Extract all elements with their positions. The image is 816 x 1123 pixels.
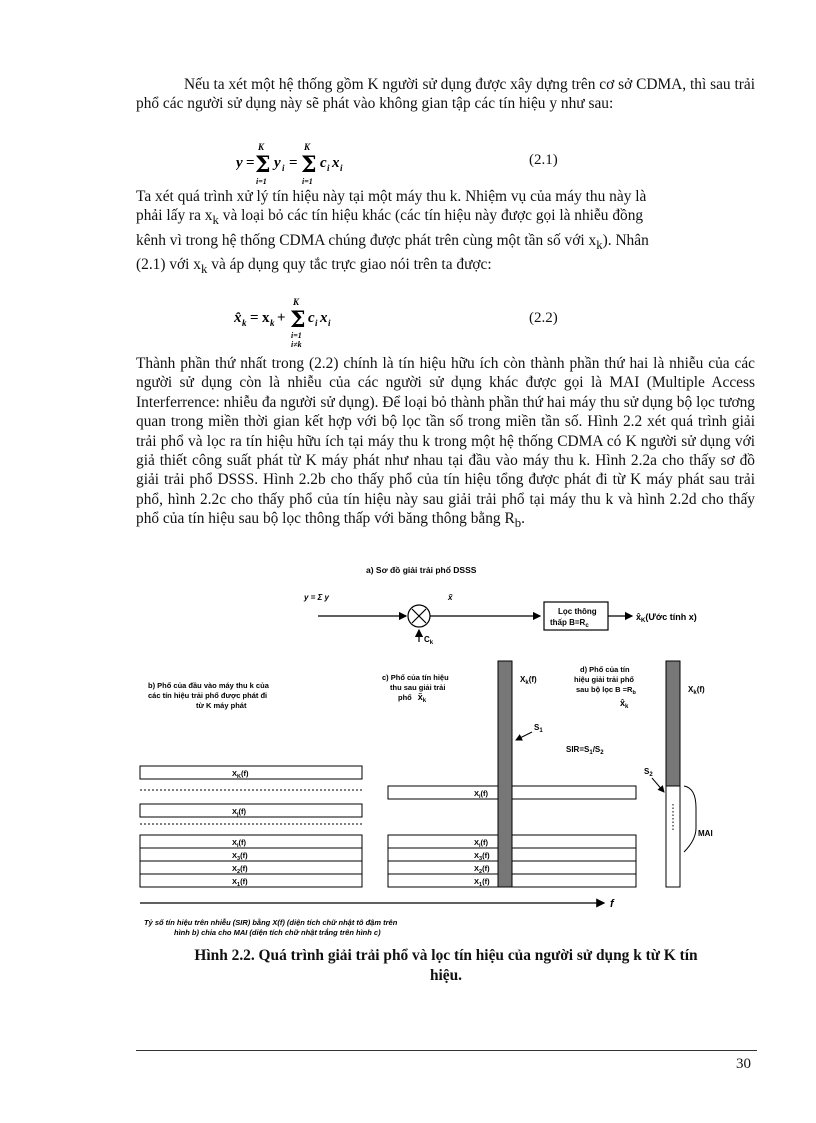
eq1-lower: i=1 — [256, 177, 267, 186]
svg-text:X2(f): $X_2(f)$ — [232, 864, 248, 875]
svg-text:X3(f): $X_3(f)$ — [474, 851, 490, 862]
equation-2-1 — [236, 140, 376, 188]
svg-text:K: K — [304, 142, 311, 152]
svg-text:X1(f): $X_1(f)$ — [474, 877, 490, 888]
svg-text:i=1: i=1 — [302, 177, 313, 186]
svg-text:Xi(f): $X_i(f)$ — [474, 789, 489, 800]
svg-text:i: i — [327, 163, 330, 173]
svg-text:d) Phổ của tín: d) Phổ của tín — [580, 665, 630, 674]
svg-text:x̂k: $x̂_k$ — [620, 698, 629, 710]
caption-line-2: hiệu. — [429, 967, 463, 984]
fig-mai: MAI — [698, 829, 713, 838]
spectrum-c — [388, 661, 636, 888]
fig-note-1: Tỷ số tín hiệu trên nhiễu (SIR) bằng X(f) (diện tích chữ nhật tô đậm trên — [144, 918, 398, 927]
svg-text:c) Phổ của tín hiệu: c) Phổ của tín hiệu — [382, 673, 449, 682]
svg-text:Xi(f): $X_i(f)$ — [232, 838, 247, 849]
paragraph-3-text: Thành phần thứ nhất trong (2.2) chính là tín hiệu hữu ích còn thành phần thứ hai là nhiễu của các người sử dụng còn là nhiễu của các người sử dụng khác được gọi là MAI (Multiple Access Interferrence: nhiễu đa người sử dụng). Để loại bỏ thành phần thứ hai máy thu sử dụng bộ lọc tương quan trong miền thời gian kết hợp với bộ lọc tần số trong miền tần số. Hình 2.2 xét quá trình giải trải phổ và lọc ra tín hiệu hữu ích tại máy thu k trong một hệ thống CDMA có K người sử dụng với giả thiết công suất phát từ K máy phát như nhau tại đầu vào máy thu k. Hình 2.2a cho thấy sơ đồ giải trải phổ DSSS. Hình 2.2b cho thấy phổ của tín hiệu tổng được phát đi từ K máy phát sau trải phổ, hình 2.2c cho thấy phổ của tín hiệu này sau giải trải phổ tại máy thu k và hình 2.2d cho thấy phổ của tín hiệu sau bộ lọc thông thấp với băng thông bằng R — [136, 355, 755, 528]
svg-text:b) Phổ của đầu vào máy thu k c: b) Phổ của đầu vào máy thu k của — [148, 681, 269, 690]
svg-text:i: i — [328, 318, 331, 328]
svg-text:x: x — [332, 155, 340, 171]
paragraph-2: Ta xét quá trình xử lý tín hiệu này tại một máy thu k. Nhiệm vụ của máy thu này là phải lấy ra $x_k$ và loại bỏ các tín hiệu khác (các tín hiệu này được gọi là nhiễu đồng kênh vì trong hệ thống CDMA chúng được phát trên cùng một tần số với $x_k$). Nhân (2.1) với $x_k$ và áp dụng quy tắc trực giao nói trên ta được: — [136, 187, 755, 280]
equation-2-2 — [234, 296, 374, 350]
fig-y-eq: y = Σ y — [304, 593, 329, 602]
fig-note-2: hình b) chia cho MAI (diện tích chữ nhật trắng trên hình c) — [174, 928, 381, 937]
figure-2-2-graphic — [136, 560, 755, 950]
svg-text:phổx̃k: phổ $x̃_k$ — [398, 692, 427, 704]
page-number: 30 — [736, 1056, 751, 1072]
paragraph-1: Nếu ta xét một hệ thống gồm K người sử dụng được xây dựng trên cơ sở CDMA, thì sau trải phổ các người sử dụng này sẽ phát vào không gian tập các tín hiệu y như sau: — [136, 76, 755, 113]
svg-text:Σ: Σ — [255, 152, 271, 178]
footer-rule — [136, 1050, 757, 1051]
svg-text:X3(f): $X_3(f)$ — [232, 851, 248, 862]
svg-text:sau bộ lọc B =Rb: sau bộ lọc $B =R_b$ — [576, 685, 636, 696]
fig-sir: $SIR=S_1/S_2$ — [566, 745, 604, 756]
svg-text:i≠k: i≠k — [291, 340, 302, 349]
svg-text:thấp B=Rc: thấp $B=R_c$ — [550, 618, 589, 629]
equation-2-1-number: (2.1) — [529, 152, 558, 168]
svg-text:Xj(f): $X_j(f)$ — [232, 807, 247, 818]
svg-text:=: = — [250, 310, 259, 326]
svg-text:i: i — [315, 318, 318, 328]
figure-caption — [140, 946, 752, 986]
svg-text:K: K — [293, 297, 300, 307]
svg-text:i=1: i=1 — [291, 331, 302, 340]
svg-text:X2(f): $X_2(f)$ — [474, 864, 490, 875]
svg-text:Σ: Σ — [290, 307, 306, 333]
svg-text:=: = — [289, 155, 298, 171]
svg-text:hiệu giải trải phổ: hiệu giải trải phổ — [574, 675, 635, 684]
eq1-lhs: y — [236, 155, 243, 171]
svg-text:Xk(f): $X_k(f)$ — [688, 685, 705, 696]
svg-text:f: f — [610, 898, 614, 910]
svg-text:k: k — [242, 318, 247, 328]
svg-text:x̂: x̂ — [234, 310, 242, 326]
svg-text:Σ: Σ — [301, 152, 317, 178]
equation-2-2-graphic — [234, 296, 374, 350]
eq1-sum1: y — [274, 155, 281, 171]
fig-s1: $S_1$ — [534, 723, 543, 734]
figure-2-2 — [136, 560, 755, 950]
fig-s2: $S_2$ — [644, 767, 653, 778]
paragraph-3: Thành phần thứ nhất trong (2.2) chính là tín hiệu hữu ích còn thành phần thứ hai là nhiễu của các người sử dụng còn là nhiễu của các người sử dụng khác được gọi là MAI (Multiple Access Interferrence: nhiễu đa người sử dụng). Để loại bỏ thành phần thứ hai máy thu sử dụng bộ lọc tương quan trong miền thời gian kết hợp với bộ lọc tần số trong miền tần số. Hình 2.2 xét quá trình giải trải phổ và lọc ra tín hiệu hữu ích tại máy thu k trong một hệ thống CDMA có K người sử dụng với giả thiết công suất phát từ K máy phát như nhau tại đầu vào máy thu k. Hình 2.2a cho thấy sơ đồ giải trải phổ DSSS. Hình 2.2b cho thấy phổ của tín hiệu tổng được phát đi từ K máy phát sau trải phổ, hình 2.2c cho thấy phổ của tín hiệu này sau giải trải phổ tại máy thu k và hình 2.2d cho thấy phổ của tín hiệu sau bộ lọc thông thấp với băng thông bằng $R_b$. — [136, 355, 755, 531]
svg-text:thu sau giải trải: thu sau giải trải — [390, 683, 446, 692]
fig-title-a: a) Sơ đồ giải trải phổ DSSS — [366, 565, 477, 575]
svg-text:các tín hiệu trải phổ được phá: các tín hiệu trải phổ được phát đi — [148, 691, 268, 700]
fig-ck: $C_k$ — [424, 635, 434, 646]
eq1-upper: K — [258, 142, 265, 152]
svg-text:i: i — [340, 163, 343, 173]
svg-text:i: i — [282, 163, 285, 173]
svg-text:Lọc thông: Lọc thông — [558, 607, 597, 616]
svg-text:c: c — [308, 310, 315, 326]
svg-text:x: x — [320, 310, 328, 326]
fig-output: $x̂_K(Ước$ tính x) — [636, 612, 697, 624]
spectrum-d — [666, 661, 680, 887]
fig-mixer-out: x̃ — [448, 593, 453, 602]
svg-text:từ K máy phát: từ K máy phát — [196, 701, 247, 710]
svg-text:Xi(f): $X_i(f)$ — [474, 838, 489, 849]
spectrum-b — [140, 766, 362, 888]
svg-text:=: = — [246, 155, 255, 171]
fig-xk-c: $X_k(f)$ — [520, 675, 537, 686]
svg-text:+: + — [277, 310, 286, 326]
equation-2-2-number: (2.2) — [529, 310, 558, 326]
s1-bar — [498, 661, 512, 887]
svg-text:X1(f): $X_1(f)$ — [232, 877, 248, 888]
svg-text:x: x — [262, 310, 270, 326]
svg-text:k: k — [270, 318, 275, 328]
caption-line-1: Hình 2.2. Quá trình giải trải phổ và lọc tín hiệu của người sử dụng k từ K tín — [194, 947, 698, 964]
svg-text:c: c — [320, 155, 327, 171]
paragraph-2-line-1: Ta xét quá trình xử lý tín hiệu này tại một máy thu k. Nhiệm vụ của máy thu này là — [136, 188, 647, 205]
equation-2-1-graphic — [236, 140, 376, 188]
svg-text:XK(f): $X_K(f)$ — [232, 769, 249, 780]
paragraph-intro — [136, 75, 755, 114]
